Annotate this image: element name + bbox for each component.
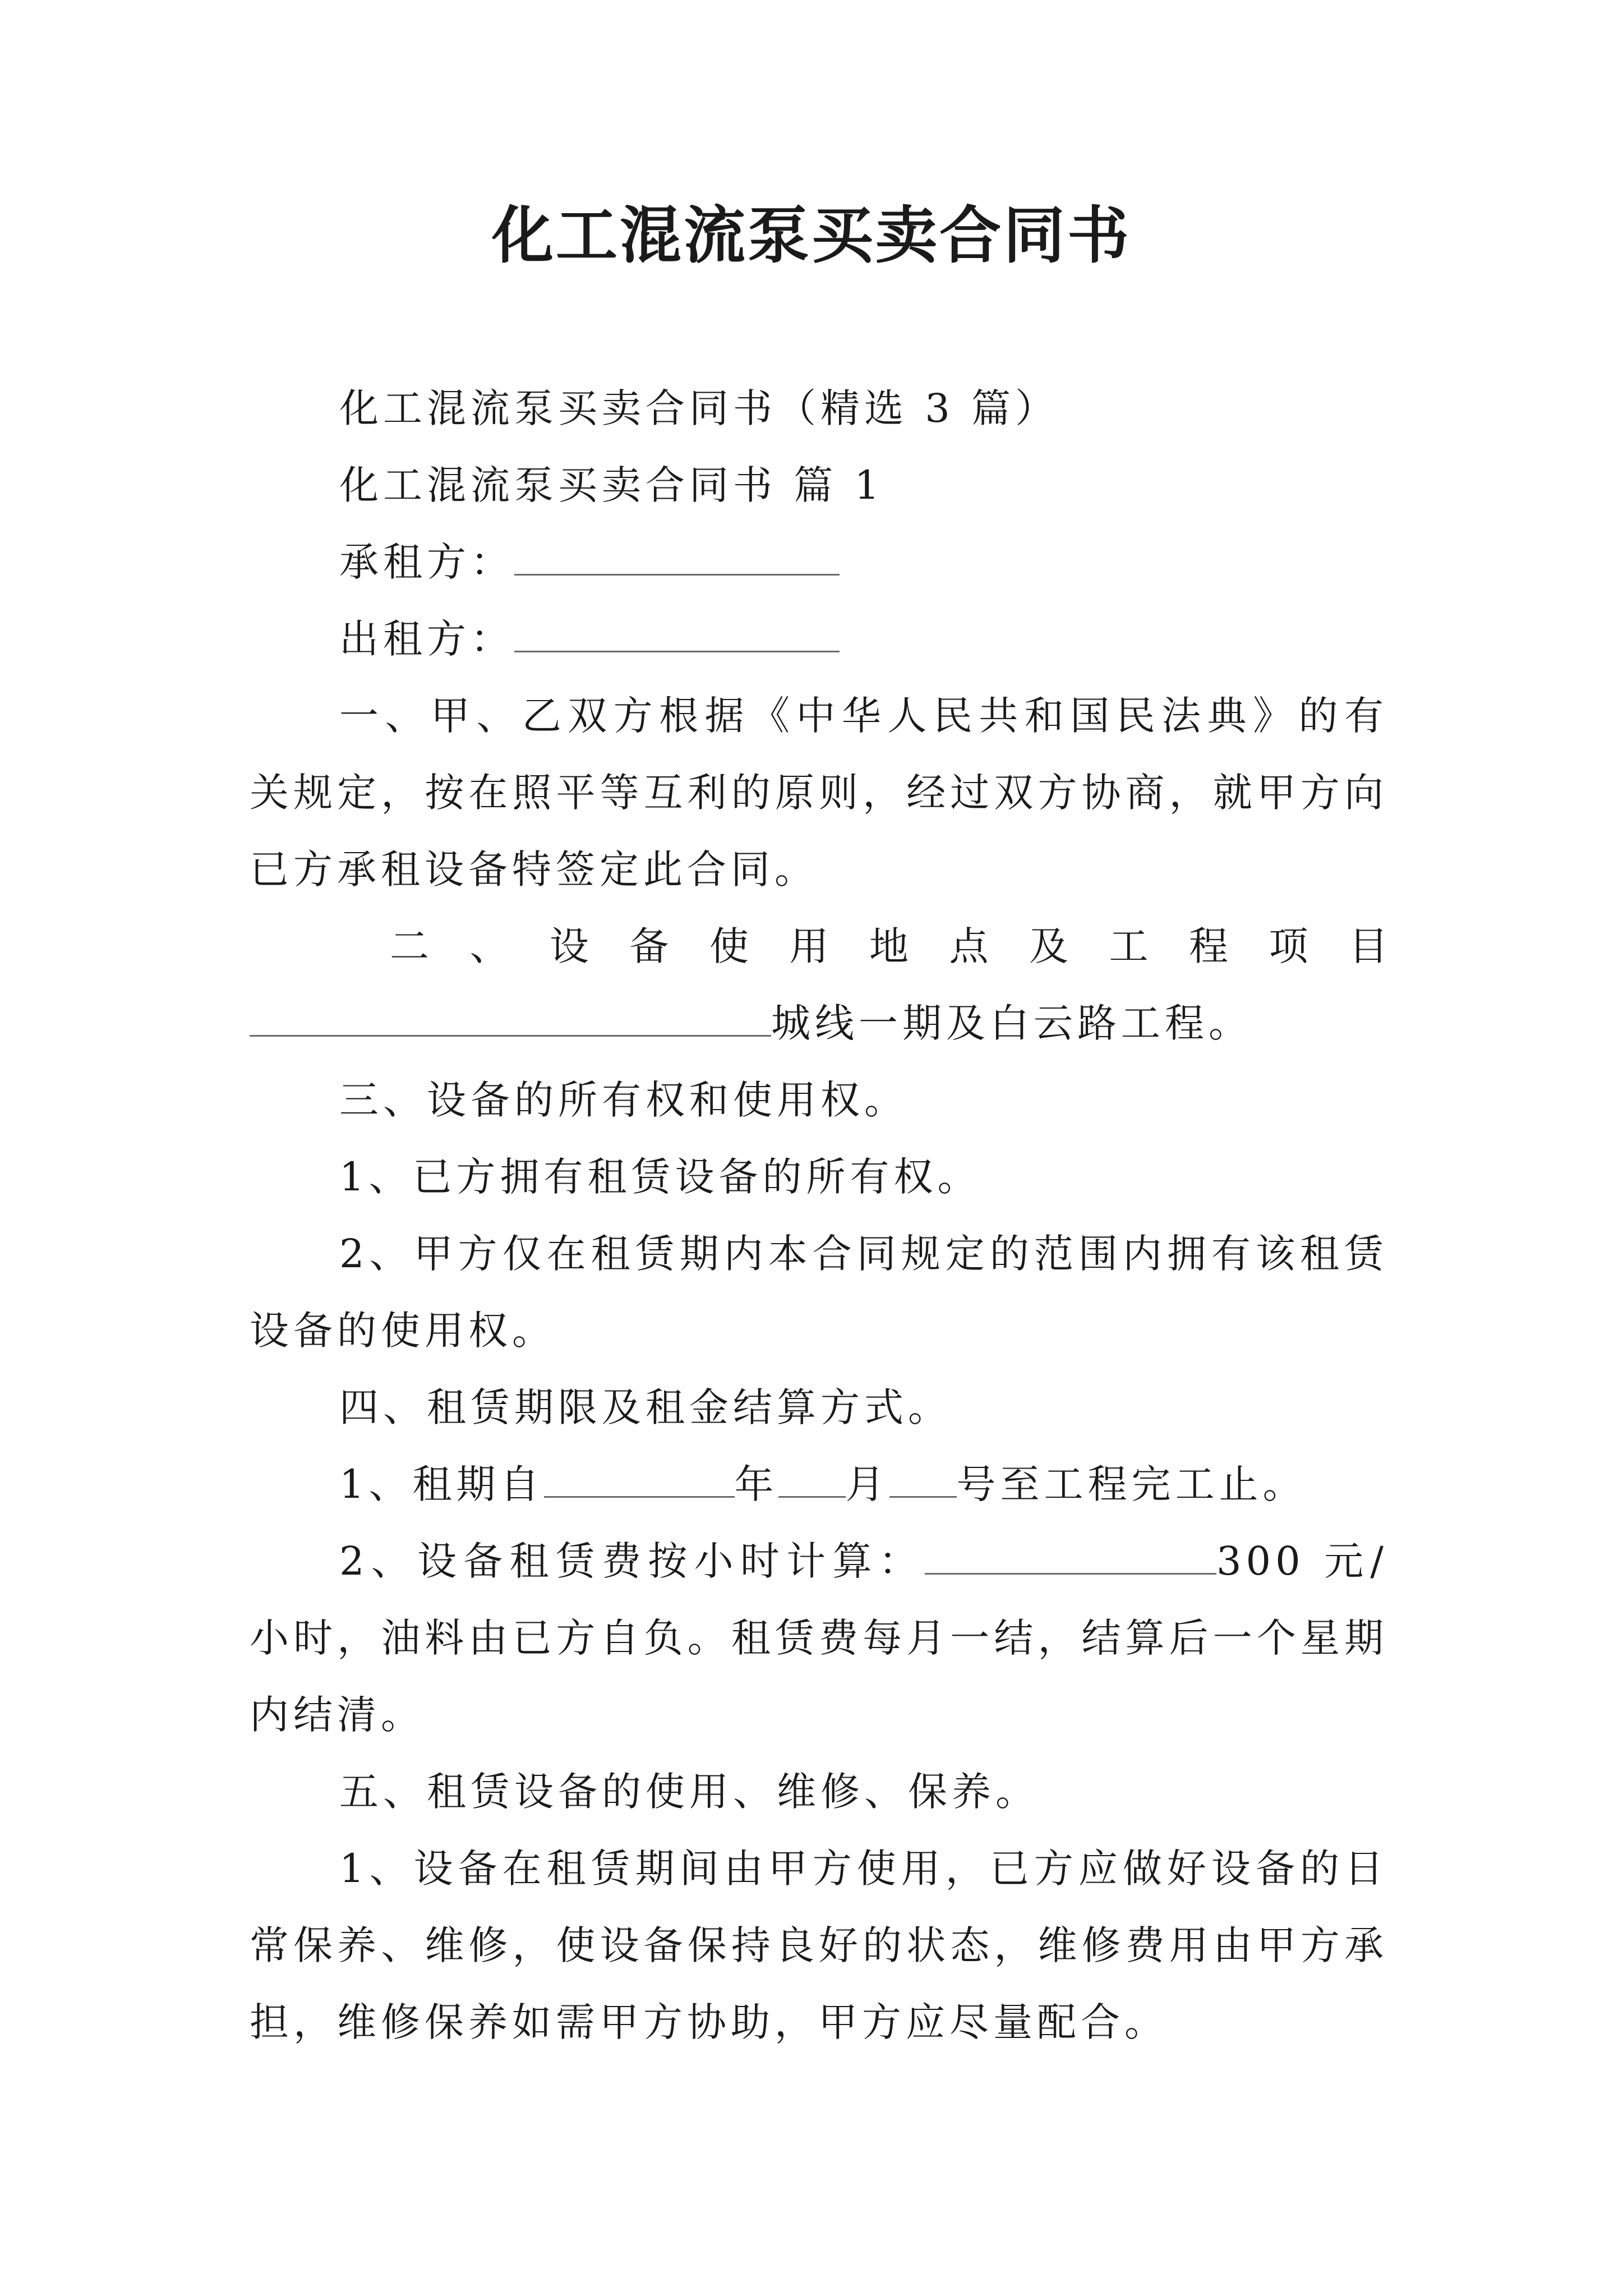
lessee-blank [514, 529, 840, 576]
p2-char: 工 [1109, 923, 1149, 969]
paragraph-4: 四、租赁期限及租金结算方式。 [339, 1384, 952, 1430]
rate-blank [925, 1528, 1216, 1575]
p2-char: 二 [390, 923, 429, 969]
p2-char: 使 [709, 923, 749, 969]
lease-end-text: 号至工程完工止。 [956, 1461, 1307, 1507]
lessor-blank [514, 606, 840, 652]
paragraph-4-1 [250, 1446, 1388, 1523]
document-title: 化工混流泵买卖合同书 [492, 199, 1131, 272]
p2-char: 点 [949, 923, 989, 969]
p2-char: 地 [869, 923, 909, 969]
p2-char: 项 [1269, 923, 1308, 969]
document-body [250, 370, 1388, 2061]
rate-text: 300 元/小时，油料由已方自负。租赁费每月一结，结算后一个星期内结清。 [250, 1538, 1388, 1738]
lessor-line [250, 601, 1388, 678]
paragraph-2-tail-line [250, 985, 1388, 1062]
lessor-label: 出租方： [339, 616, 514, 662]
paragraph-1: 一、甲、乙双方根据《中华人民共和国民法典》的有关规定，按在照平等互利的原则，经过双方协商，就甲方向已方承租设备特签定此合同。 [250, 693, 1388, 892]
paragraph-4-2 [250, 1523, 1388, 1754]
p2-char: 及 [1029, 923, 1068, 969]
paragraph-3-2: 2、甲方仅在租赁期内本合同规定的范围内拥有该租赁设备的使用权。 [250, 1231, 1388, 1354]
p2-char: 、 [469, 923, 509, 969]
day-blank [889, 1451, 957, 1498]
project-blank [250, 990, 771, 1037]
month-label: 月 [845, 1461, 889, 1507]
paragraph-2-heading [250, 908, 1388, 985]
lessee-label: 承租方： [339, 539, 514, 585]
paragraph-3: 三、设备的所有权和使用权。 [339, 1077, 908, 1123]
p2-char: 程 [1189, 923, 1228, 969]
paragraph-5-1: 1、设备在租赁期间由甲方使用，已方应做好设备的日常保养、维修，使设备保持良好的状态，维修费用由甲方承担，维修保养如需甲方协助，甲方应尽量配合。 [250, 1846, 1388, 2045]
p2-char: 用 [789, 923, 829, 969]
lessee-line [250, 524, 1388, 601]
paragraph-3-1: 1、已方拥有租赁设备的所有权。 [339, 1154, 981, 1200]
year-blank [544, 1451, 735, 1498]
subtitle: 化工混流泵买卖合同书（精选 3 篇） [339, 385, 1059, 431]
rate-label: 2、设备租赁费按小时计算： [339, 1538, 925, 1584]
paragraph-2-tail: 城线一期及白云路工程。 [771, 1000, 1252, 1046]
p2-char: 备 [629, 923, 669, 969]
year-label: 年 [734, 1461, 778, 1507]
lease-start-label: 1、租期自 [339, 1461, 544, 1507]
p2-char: 目 [1349, 923, 1388, 969]
month-blank [778, 1451, 846, 1498]
paragraph-5: 五、租赁设备的使用、维修、保养。 [339, 1769, 1039, 1815]
p2-char: 设 [550, 923, 589, 969]
section-heading: 化工混流泵买卖合同书 篇 1 [339, 462, 884, 508]
